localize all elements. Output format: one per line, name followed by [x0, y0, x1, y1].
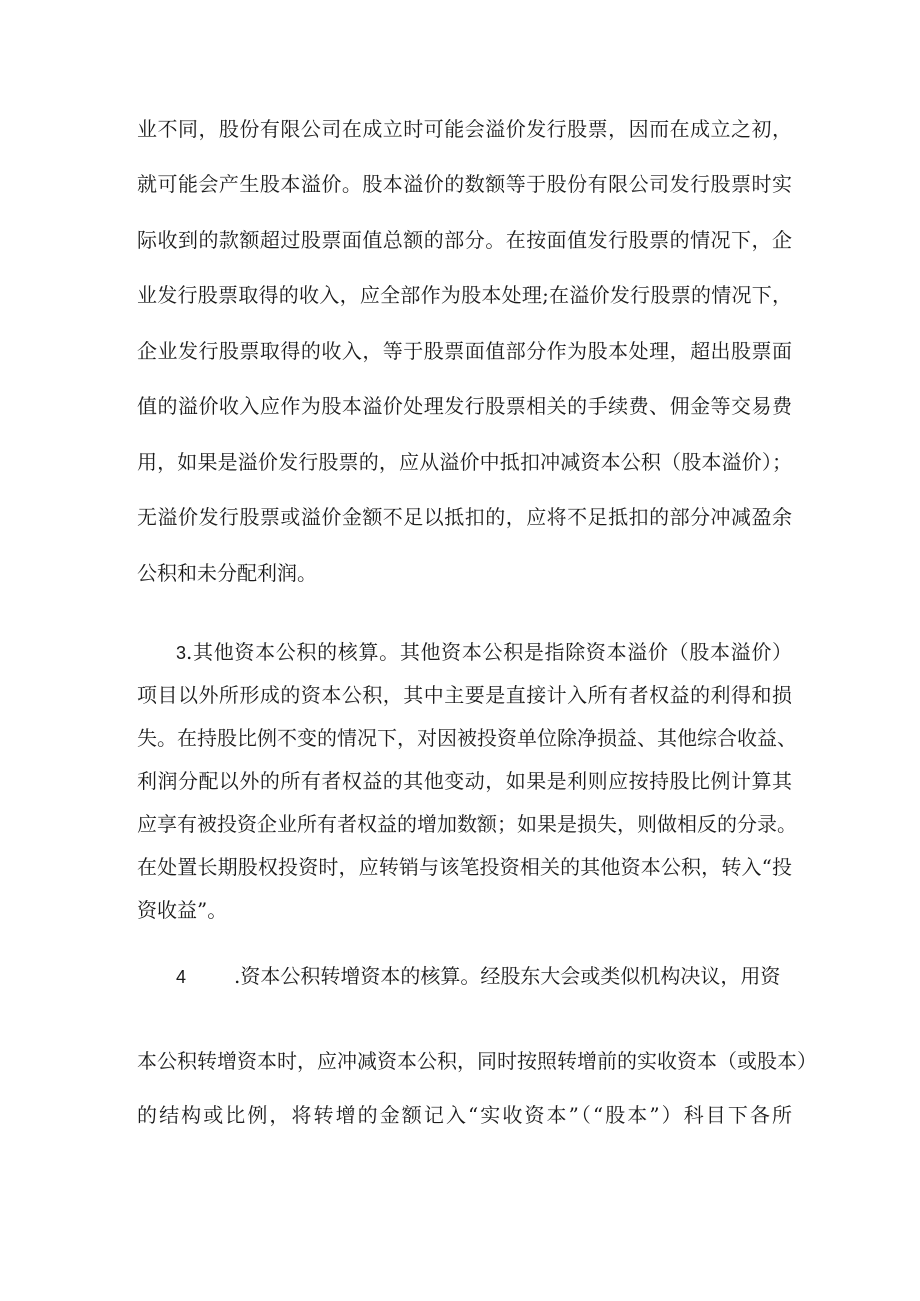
paragraph-line: 应享有被投资企业所有者权益的增加数额；如果是损失，则做相反的分录。 [137, 812, 797, 836]
paragraph-line: 用，如果是溢价发行股票的，应从溢价中抵扣冲减资本公积（股本溢价）； [137, 450, 792, 474]
paragraph-line: 资收益”。 [137, 898, 228, 922]
paragraph-line: 际收到的款额超过股票面值总额的部分。在按面值发行股票的情况下，企 [137, 228, 792, 252]
paragraph-line: 利润分配以外的所有者权益的其他变动，如果是利则应按持股比例计算其 [137, 769, 792, 793]
paragraph-line: 公积和未分配利润。 [137, 561, 317, 585]
paragraph-first-line [176, 638, 792, 667]
section-number: 3 [176, 643, 187, 663]
paragraph-line: 业不同，股份有限公司在成立时可能会溢价发行股票，因而在成立之初， [137, 117, 792, 141]
section-heading-text: .其他资本公积的核算。其他资本公积是指除资本溢价（股本溢价） [186, 640, 792, 664]
paragraph-line: 失。在持股比例不变的情况下，对因被投资单位除净损益、其他综合收益、 [137, 726, 797, 750]
paragraph-line: 企业发行股票取得的收入，等于股票面值部分作为股本处理，超出股票面 [137, 339, 792, 363]
paragraph-line: 就可能会产生股本溢价。股本溢价的数额等于股份有限公司发行股票时实 [137, 172, 792, 196]
paragraph-line: 项目以外所形成的资本公积，其中主要是直接计入所有者权益的利得和损 [137, 683, 792, 707]
paragraph-line: 业发行股票取得的收入，应全部作为股本处理;在溢价发行股票的情况下， [137, 283, 792, 307]
paragraph-line: 的结构或比例，将转增的金额记入“实收资本”（“股本”）科目下各所 [137, 1103, 792, 1127]
paragraph-line: 在处置长期股权投资时，应转销与该笔投资相关的其他资本公积，转入“投 [137, 855, 792, 879]
paragraph-first-line [176, 962, 792, 991]
section-heading-text: .资本公积转增资本的核算。经股东大会或类似机构决议，用资 [234, 964, 781, 988]
paragraph-line: 本公积转增资本时，应冲减资本公积，同时按照转增前的实收资本（或股本） [137, 1049, 817, 1073]
section-number: 4 [176, 967, 187, 987]
paragraph-line: 值的溢价收入应作为股本溢价处理发行股票相关的手续费、佣金等交易费 [137, 394, 792, 418]
paragraph-line: 无溢价发行股票或溢价金额不足以抵扣的，应将不足抵扣的部分冲减盈余 [137, 505, 792, 529]
